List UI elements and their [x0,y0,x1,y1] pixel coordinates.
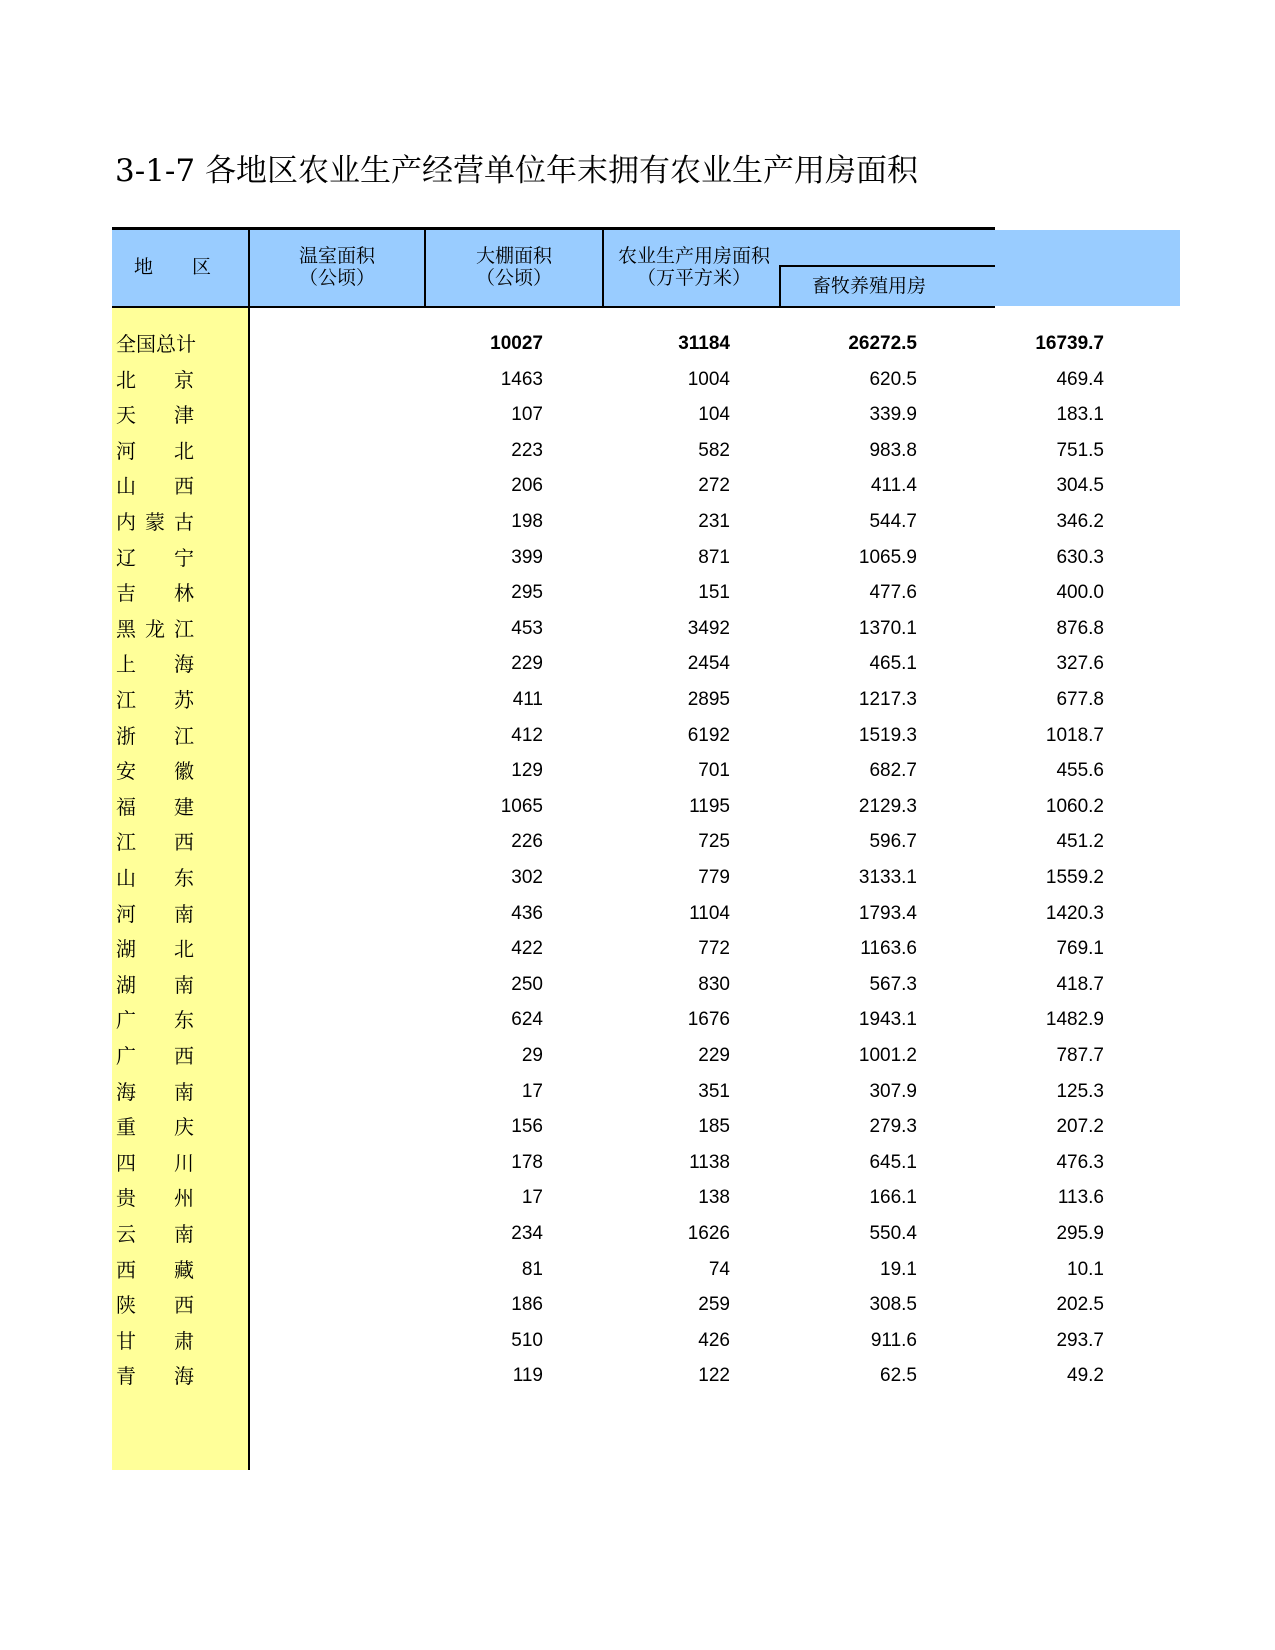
shed-value: 1138 [689,1151,730,1173]
region-name: 青海 [116,1364,232,1389]
building-value: 3133.1 [858,867,917,888]
building-value: 1793.4 [858,902,917,924]
greenhouse-value: 17 [521,1080,543,1102]
greenhouse-value: 624 [511,1009,543,1031]
table-row [112,682,1102,718]
header-region [112,230,248,306]
shed-value: 31184 [678,333,730,354]
livestock-value: 202.5 [1056,1294,1104,1316]
livestock-value: 16739.7 [1035,333,1104,354]
livestock-value: 418.7 [1056,973,1104,995]
greenhouse-value: 178 [511,1151,543,1173]
greenhouse-value: 1463 [500,368,543,390]
livestock-value: 1420.3 [1045,902,1104,924]
header-livestock: 畜牧养殖用房 [811,275,926,297]
table-row [112,611,1102,647]
building-value: 1065.9 [858,546,917,568]
livestock-value: 451.2 [1056,831,1104,853]
region-name: 辽宁 [116,545,232,570]
header-farm-building [604,230,784,306]
region-name: 西藏 [116,1257,232,1282]
greenhouse-value: 10027 [490,333,543,354]
livestock-value: 1060.2 [1045,795,1104,817]
table-row [112,468,1102,504]
shed-value: 1676 [687,1009,730,1031]
table-row [112,1287,1102,1323]
greenhouse-value: 206 [511,475,543,497]
livestock-value: 455.6 [1056,760,1104,782]
greenhouse-value: 510 [511,1329,543,1351]
livestock-value: 769.1 [1056,938,1104,960]
shed-value: 185 [698,1116,730,1138]
livestock-value: 10.1 [1067,1258,1104,1280]
shed-value: 779 [698,867,730,888]
shed-value: 6192 [687,724,730,746]
header-shed-line2: （公顷） [475,267,552,289]
greenhouse-value: 234 [511,1223,543,1244]
building-value: 620.5 [869,368,917,390]
page-title: 3-1-7 各地区农业生产经营单位年末拥有农业生产用房面积 [115,153,918,189]
shed-value: 1004 [687,368,730,390]
greenhouse-value: 119 [512,1365,543,1387]
greenhouse-value: 81 [521,1258,543,1280]
building-value: 911.6 [870,1329,917,1351]
region-name: 天津 [116,403,232,428]
table-row [112,504,1102,540]
building-value: 166.1 [869,1187,917,1209]
shed-value: 2454 [687,653,730,675]
table-row [112,1252,1102,1288]
greenhouse-value: 399 [511,546,543,568]
shed-value: 2895 [687,689,730,710]
table-row [112,753,1102,789]
building-value: 411.4 [870,475,917,497]
livestock-value: 1018.7 [1045,724,1104,746]
livestock-value: 327.6 [1056,653,1104,675]
region-name: 甘肃 [116,1328,232,1353]
greenhouse-value: 250 [511,973,543,995]
building-value: 1001.2 [858,1045,917,1066]
region-name: 海南 [116,1079,232,1104]
region-name: 河北 [116,438,232,463]
shed-value: 104 [698,404,730,426]
greenhouse-value: 17 [521,1187,543,1209]
region-name: 四川 [116,1150,232,1175]
livestock-value: 113.6 [1057,1187,1104,1209]
region-name: 山西 [116,474,232,499]
greenhouse-value: 226 [511,831,543,853]
building-value: 2129.3 [858,795,917,817]
livestock-value: 293.7 [1056,1329,1104,1351]
header-greenhouse-line1: 温室面积 [298,245,375,267]
shed-value: 426 [698,1329,730,1351]
shed-value: 725 [698,831,730,853]
region-name: 内蒙古 [116,510,203,534]
livestock-value: 295.9 [1056,1223,1104,1244]
building-value: 645.1 [869,1151,917,1173]
building-value: 1217.3 [858,689,917,710]
table-row [112,1180,1102,1216]
livestock-value: 400.0 [1056,582,1104,604]
table-row [112,1109,1102,1145]
building-value: 1163.6 [860,938,917,960]
greenhouse-value: 229 [511,653,543,675]
region-name: 重庆 [116,1115,232,1140]
shed-value: 259 [698,1294,730,1316]
building-value: 308.5 [869,1294,917,1316]
region-name: 广东 [116,1008,232,1033]
table-row [112,1074,1102,1110]
region-name: 福建 [116,794,232,819]
greenhouse-value: 107 [511,404,543,426]
shed-value: 1626 [687,1223,730,1244]
greenhouse-value: 186 [511,1294,543,1316]
table-row [112,1038,1102,1074]
region-name: 陕西 [116,1293,232,1318]
shed-value: 1195 [689,795,730,817]
livestock-value: 677.8 [1056,689,1104,710]
shed-value: 231 [698,511,730,532]
shed-value: 122 [698,1365,730,1387]
building-value: 465.1 [869,653,917,675]
header-shed [426,230,602,306]
region-name: 北京 [116,367,232,392]
building-value: 1943.1 [858,1009,917,1031]
livestock-value: 1482.9 [1045,1009,1104,1031]
table-row [112,362,1102,398]
region-name: 山东 [116,866,232,890]
header-region-char-1: 地 [134,256,154,278]
shed-value: 1104 [689,902,730,924]
greenhouse-value: 129 [511,760,543,782]
table-row [112,789,1102,825]
livestock-value: 630.3 [1056,546,1104,568]
building-value: 26272.5 [848,333,917,354]
livestock-value: 876.8 [1056,617,1104,639]
region-name: 上海 [116,652,232,677]
table-row [112,1216,1102,1252]
greenhouse-value: 29 [521,1045,543,1066]
building-value: 1519.3 [858,724,917,746]
greenhouse-value: 295 [511,582,543,604]
table-row [112,1323,1102,1359]
greenhouse-value: 1065 [500,795,543,817]
building-value: 477.6 [869,582,917,604]
building-value: 544.7 [869,511,917,532]
shed-value: 351 [698,1080,730,1102]
shed-value: 74 [708,1258,730,1280]
header-farm-building-line2: （万平方米） [636,267,751,289]
building-value: 339.9 [869,404,917,426]
table-row [112,931,1102,967]
header-farm-building-line1: 农业生产用房面积 [617,245,770,267]
shed-value: 830 [698,973,730,995]
header-greenhouse [250,230,424,306]
header-region-char-2: 区 [192,256,212,278]
building-value: 19.1 [880,1258,917,1280]
building-value: 567.3 [869,973,917,995]
greenhouse-value: 412 [511,724,543,746]
greenhouse-value: 436 [511,902,543,924]
table-row [112,540,1102,576]
region-name: 湖南 [116,972,232,997]
table-row [112,646,1102,682]
region-name: 江苏 [116,688,232,712]
table-row [112,1358,1102,1394]
livestock-value: 183.1 [1056,404,1104,426]
region-name: 贵州 [116,1186,232,1211]
region-name: 云南 [116,1222,232,1246]
livestock-value: 346.2 [1056,511,1104,532]
table-row [112,433,1102,469]
region-name: 江西 [116,830,232,855]
building-value: 596.7 [869,831,917,853]
table-row [112,967,1102,1003]
region-name: 河南 [116,901,232,926]
greenhouse-value: 156 [511,1116,543,1138]
region-name: 吉林 [116,581,232,606]
total-row [112,326,1102,362]
region-name: 广西 [116,1044,232,1068]
shed-value: 138 [698,1187,730,1209]
livestock-value: 207.2 [1056,1116,1104,1138]
greenhouse-value: 302 [511,867,543,888]
building-value: 983.8 [869,439,917,461]
table-row [112,1145,1102,1181]
table-row [112,860,1102,896]
livestock-value: 469.4 [1056,368,1104,390]
header-extension [995,230,1180,306]
livestock-value: 304.5 [1056,475,1104,497]
table-row [112,1002,1102,1038]
shed-value: 229 [698,1045,730,1066]
table-row [112,575,1102,611]
greenhouse-value: 198 [511,511,543,532]
shed-value: 151 [698,582,730,604]
building-value: 550.4 [869,1223,917,1244]
shed-value: 701 [698,760,730,782]
building-value: 682.7 [869,760,917,782]
region-name: 黑龙江 [116,616,203,641]
livestock-value: 476.3 [1056,1151,1104,1173]
shed-value: 582 [698,439,730,461]
livestock-value: 125.3 [1056,1080,1104,1102]
livestock-value: 49.2 [1067,1365,1104,1387]
shed-value: 3492 [687,617,730,639]
greenhouse-value: 223 [511,439,543,461]
region-name: 全国总计 [116,332,196,356]
building-value: 307.9 [869,1080,917,1102]
building-value: 62.5 [880,1365,917,1387]
header-greenhouse-line2: （公顷） [298,267,375,289]
region-name: 安徽 [116,759,232,784]
table-row [112,397,1102,433]
region-name: 浙江 [116,723,232,748]
greenhouse-value: 411 [512,689,543,710]
table-row [112,718,1102,754]
shed-value: 772 [698,938,730,960]
header-shed-line1: 大棚面积 [475,245,552,267]
shed-value: 272 [698,475,730,497]
table-row [112,896,1102,932]
greenhouse-value: 422 [511,938,543,960]
region-name: 湖北 [116,937,232,962]
shed-value: 871 [698,546,730,568]
livestock-value: 787.7 [1056,1045,1104,1066]
livestock-value: 1559.2 [1045,867,1104,888]
table-row [112,824,1102,860]
greenhouse-value: 453 [511,617,543,639]
building-value: 1370.1 [858,617,917,639]
building-value: 279.3 [869,1116,917,1138]
livestock-value: 751.5 [1056,439,1104,461]
